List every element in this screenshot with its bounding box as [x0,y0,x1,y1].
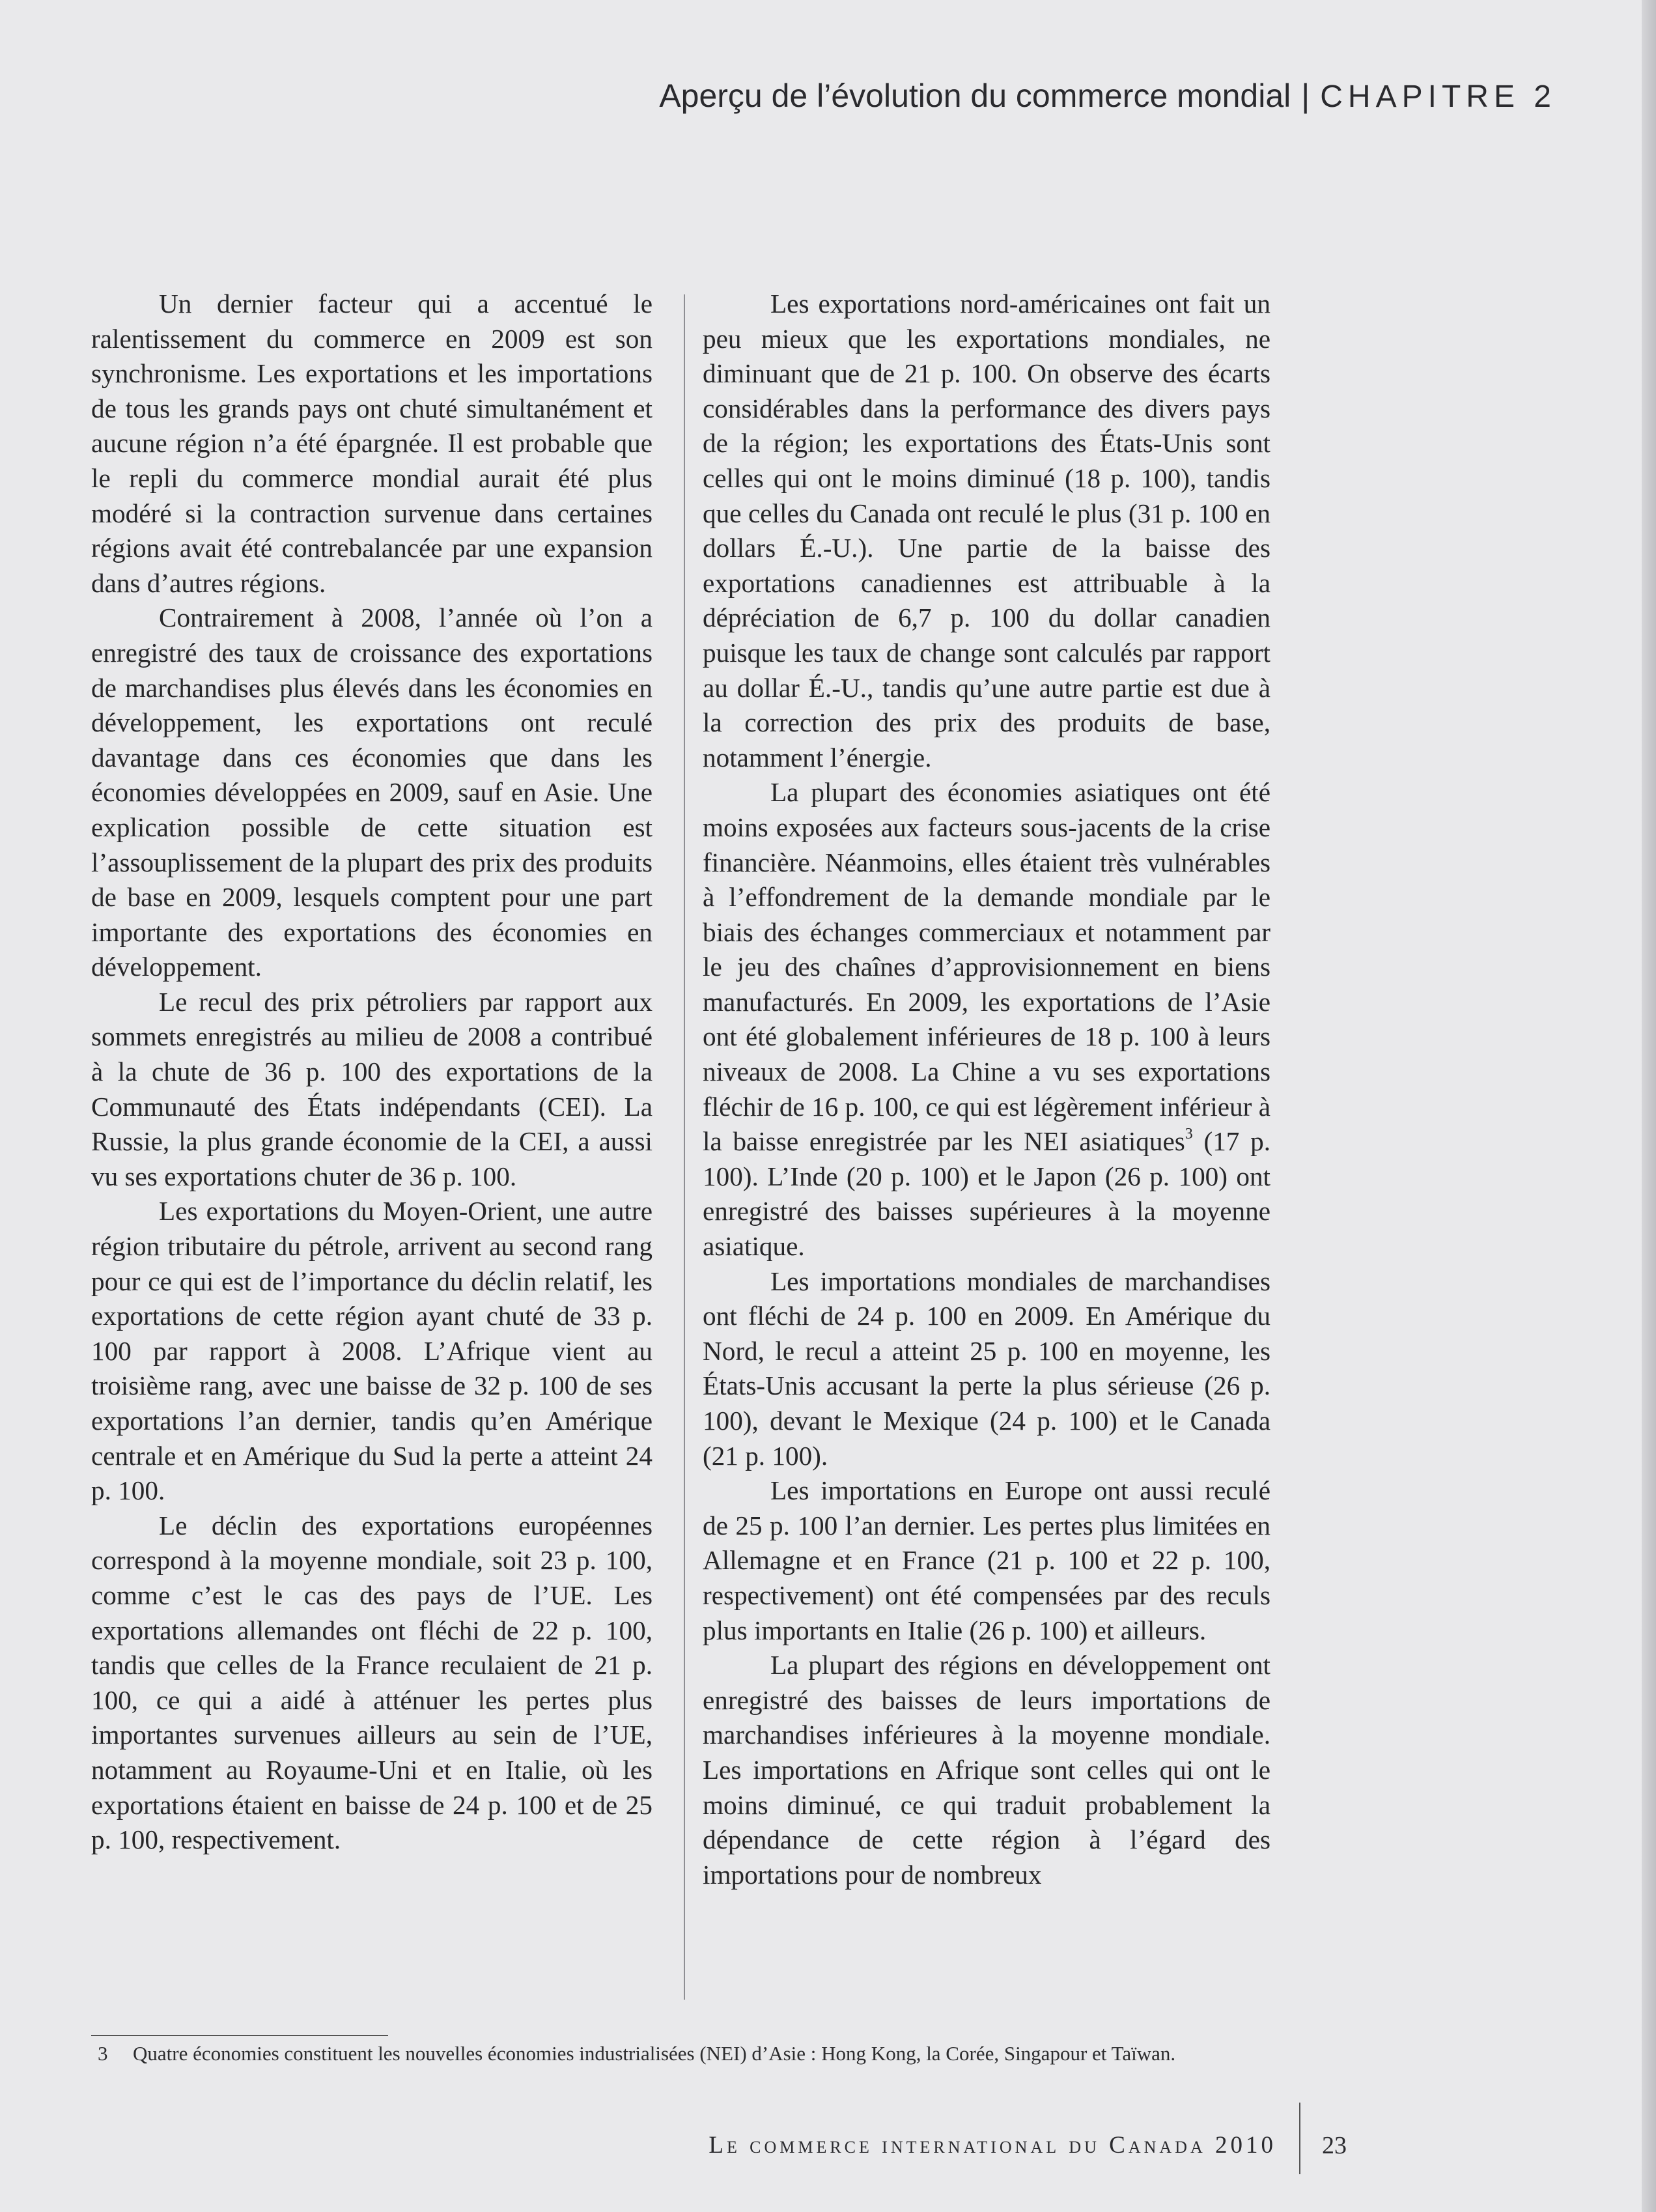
footnote-reference[interactable]: 3 [1185,1126,1193,1143]
paragraph: Les importations mondiales de marchandises ont fléchi de 24 p. 100 en 2009. En Amérique du Nord, le recul a atteint 25 p. 100 en moyenne, les États-Unis accusant la perte la plus sérieuse (26 p. 100), devant le Mexique (24 p. 100) et le Canada (21 p. 100). [703,1266,1270,1471]
footnote-number: 3 [98,2042,108,2065]
footnote-rule [91,2035,388,2036]
right-column [703,287,1270,1892]
chapter-label: CHAPITRE 2 [1320,79,1556,114]
paragraph-text: La plupart des économies asiatiques ont été moins exposées aux facteurs sous-jacents de la crise financière. Néanmoins, elles étaient très vulnérables à l’effondrement de la demande mondiale par le biais des échanges commerciaux et notamment par le jeu des chaînes d’approvisionnement en biens manufacturés. En 2009, les exportations de l’Asie ont été globalement inférieures de 18 p. 100 à leurs niveaux de 2008. La Chine a vu ses exportations fléchir de 16 p. 100, ce qui est légèrement inférieur à la baisse enregistrée par les NEI asiatiques [703,777,1270,1157]
footnote [98,2039,1244,2068]
paragraph: Les exportations nord-américaines ont fait un peu mieux que les exportations mondiales, ne diminuant que de 21 p. 100. On observe des écarts considérables dans la performance des divers pays de la région; les exportations des États-Unis sont celles qui ont le moins diminué (18 p. 100), tandis que celles du Canada ont reculé le plus (31 p. 100 en dollars É.-U.). Une partie de la baisse des exportations canadiennes est attribuable à la dépréciation de 6,7 p. 100 du dollar canadien puisque les taux de change sont calculés par rapport au dollar É.-U., tandis qu’une autre partie est due à la correction des prix des produits de base, notamment l’énergie. [703,289,1270,773]
footer-divider [1299,2103,1300,2174]
paragraph: Le recul des prix pétroliers par rapport aux sommets enregistrés au milieu de 2008 a contribué à la chute de 36 p. 100 des exportations de la Communauté des États indépendants (CEI). La Russie, la plus grande économie de la CEI, a aussi vu ses exportations chuter de 36 p. 100. [91,986,653,1191]
publication-title: Le commerce international du Canada 2010 [709,2132,1276,2159]
paragraph: Le déclin des exportations européennes correspond à la moyenne mondiale, soit 23 p. 100, comme c’est le cas des pays de l’UE. Les exportations allemandes ont fléchi de 22 p. 100, tandis que celles de la France reculaient de 21 p. 100, ce qui a aidé à atténuer les pertes plus importantes survenues ailleurs au sein de l’UE, notamment au Royaume-Uni et en Italie, où les exportations étaient en baisse de 24 p. 100 et de 25 p. 100, respectivement. [91,1510,653,1855]
header-separator: | [1301,78,1310,114]
running-header [391,77,1556,115]
left-column [91,287,653,1858]
paragraph-text: (17 p. 100). L’Inde (20 p. 100) et le Japon (26 p. 100) ont enregistré des baisses supérieures à la moyenne asiatique. [703,1126,1271,1262]
paragraph [703,775,1270,1264]
paragraph: La plupart des régions en développement ont enregistré des baisses de leurs importations de marchandises inférieures à la moyenne mondiale. Les importations en Afrique sont celles qui ont le moins diminué, ce qui traduit probablement la dépendance de cette région à l’égard des importations pour de nombreux [703,1650,1270,1890]
footer-publication-title [521,2131,1276,2159]
paragraph: Les importations en Europe ont aussi reculé de 25 p. 100 l’an dernier. Les pertes plus limitées en Allemagne et en France (21 p. 100 et 22 p. 100, respectivement) ont été compensées par des reculs plus importants en Italie (26 p. 100) et ailleurs. [703,1475,1270,1645]
paragraph: Contrairement à 2008, l’année où l’on a enregistré des taux de croissance des exportations de marchandises plus élevés dans les économies en développement, les exportations ont reculé davantage dans ces économies que dans les économies développées en 2009, sauf en Asie. Une explication possible de cette situation est l’assouplissement de la plupart des prix des produits de base en 2009, lesquels comptent pour une part importante des exportations des économies en développement. [91,603,653,982]
column-divider [684,294,685,2000]
paragraph: Les exportations du Moyen-Orient, une autre région tributaire du pétrole, arrivent au second rang pour ce qui est de l’importance du déclin relatif, les exportations de cette région ayant chuté de 33 p. 100 par rapport à 2008. L’Afrique vient au troisième rang, avec une baisse de 32 p. 100 de ses exportations l’an dernier, tandis qu’en Amérique centrale et en Amérique du Sud la perte a atteint 24 p. 100. [91,1196,653,1506]
page-edge-shadow [1642,0,1656,2212]
section-title: Aperçu de l’évolution du commerce mondial [659,78,1291,114]
paragraph: Un dernier facteur qui a accentué le ralentissement du commerce en 2009 est son synchronisme. Les exportations et les importations de tous les grands pays ont chuté simultanément et aucune région n’a été épargnée. Il est probable que le repli du commerce mondial aurait été plus modéré si la contraction survenue dans certaines régions avait été contrebalancée par une expansion dans d’autres régions. [91,289,653,598]
footnote-text: Quatre économies constituent les nouvelles économies industrialisées (NEI) d’Asie : Hong Kong, la Corée, Singapour et Taïwan. [133,2042,1176,2065]
page-number: 23 [1322,2132,1347,2159]
